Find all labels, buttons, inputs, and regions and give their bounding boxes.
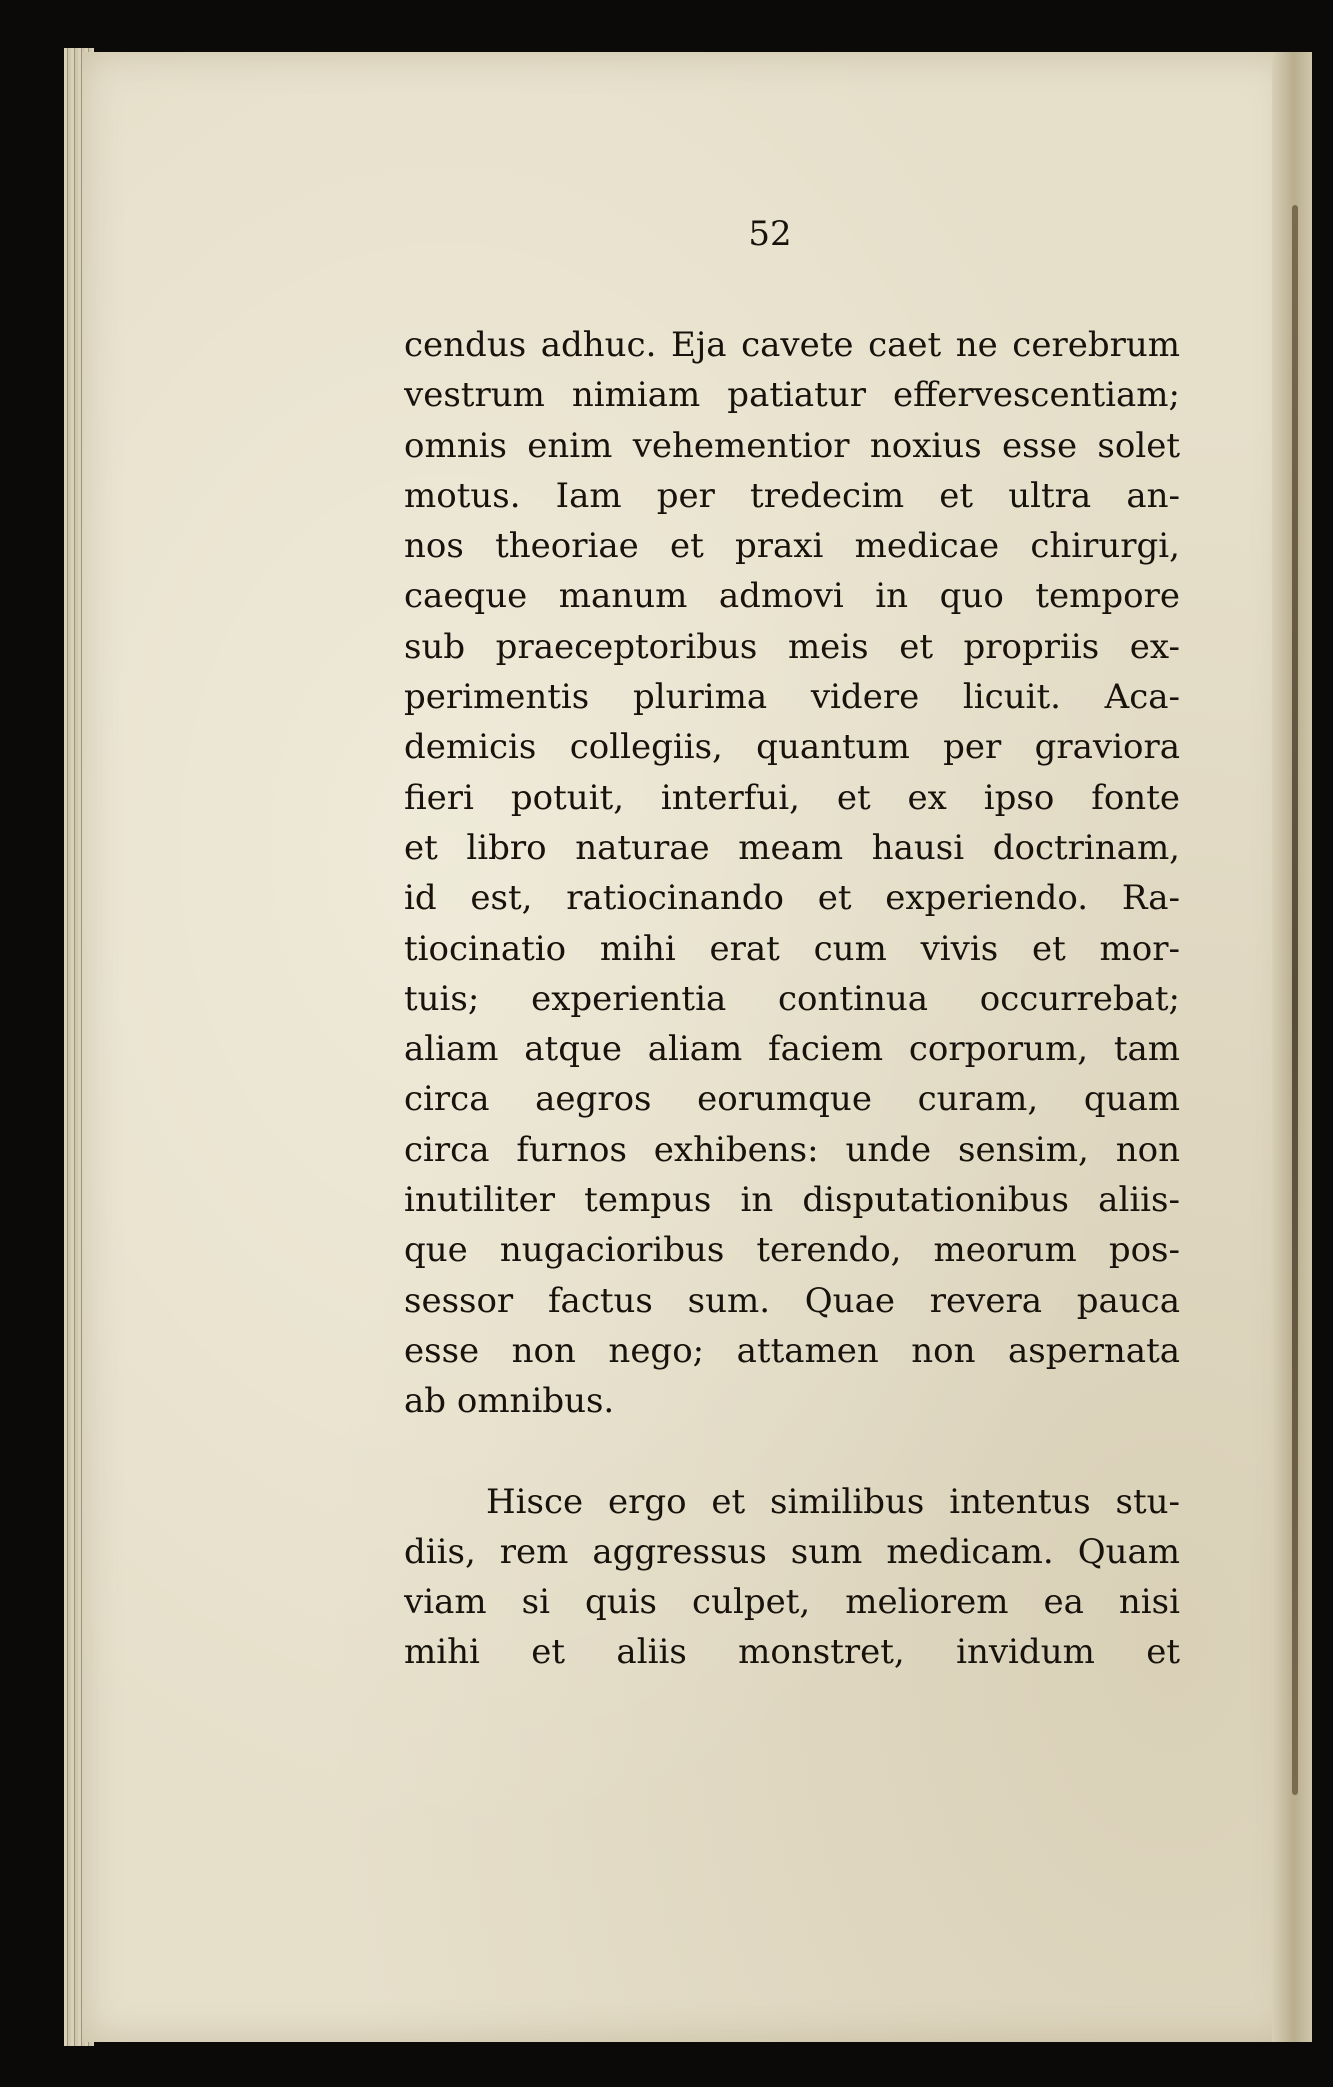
text-line: esse non nego; attamen non aspernata (404, 1330, 1180, 1371)
text-line: perimentis plurima videre licuit. Aca- (404, 677, 1180, 718)
text-line: sessor factus sum. Quae revera pauca (404, 1280, 1180, 1321)
text-line: motus. Iam per tredecim et ultra an- (404, 475, 1180, 516)
text-line: id est, ratiocinando et experiendo. Ra- (404, 878, 1180, 919)
page-number: 52 (748, 214, 792, 254)
text-line: mihi et aliis monstret, invidum et (404, 1632, 1180, 1673)
text-line: aliam atque aliam faciem corporum, tam (404, 1029, 1180, 1070)
text-line: tiocinatio mihi erat cum vivis et mor- (404, 928, 1180, 969)
text-line: circa aegros eorumque curam, quam (404, 1079, 1180, 1120)
text-line: nos theoriae et praxi medicae chirurgi, (404, 526, 1180, 567)
text-line: vestrum nimiam patiatur effervescentiam; (404, 375, 1180, 416)
text-line: sub praeceptoribus meis et propriis ex- (404, 626, 1180, 667)
paragraph-1 (404, 320, 1180, 1427)
text-line: et libro naturae meam hausi doctrinam, (404, 827, 1180, 868)
text-line: inutiliter tempus in disputationibus aliis- (404, 1180, 1180, 1221)
spine-shadow (1292, 205, 1298, 1795)
text-line: Hisce ergo et similibus intentus stu- (486, 1481, 1180, 1522)
paragraph-2 (404, 1477, 1180, 1678)
text-line: diis, rem aggressus sum medicam. Quam (404, 1531, 1180, 1572)
text-line: caeque manum admovi in quo tempore (404, 576, 1180, 617)
text-line: cendus adhuc. Eja cavete caet ne cerebrum (404, 325, 1180, 365)
text-line: tuis; experientia continua occurrebat; (404, 978, 1180, 1019)
text-line: ab omnibus. (404, 1381, 615, 1422)
text-line: que nugacioribus terendo, meorum pos- (404, 1230, 1180, 1271)
paragraph-gap (404, 1427, 1180, 1477)
body-text (404, 320, 1180, 1678)
text-line: viam si quis culpet, meliorem ea nisi (404, 1582, 1180, 1623)
text-line: omnis enim vehementior noxius esse solet (404, 425, 1180, 466)
text-line: circa furnos exhibens: unde sensim, non (404, 1129, 1180, 1170)
text-line: fieri potuit, interfui, et ex ipso fonte (404, 777, 1180, 818)
text-line: demicis collegiis, quantum per graviora (404, 727, 1180, 768)
